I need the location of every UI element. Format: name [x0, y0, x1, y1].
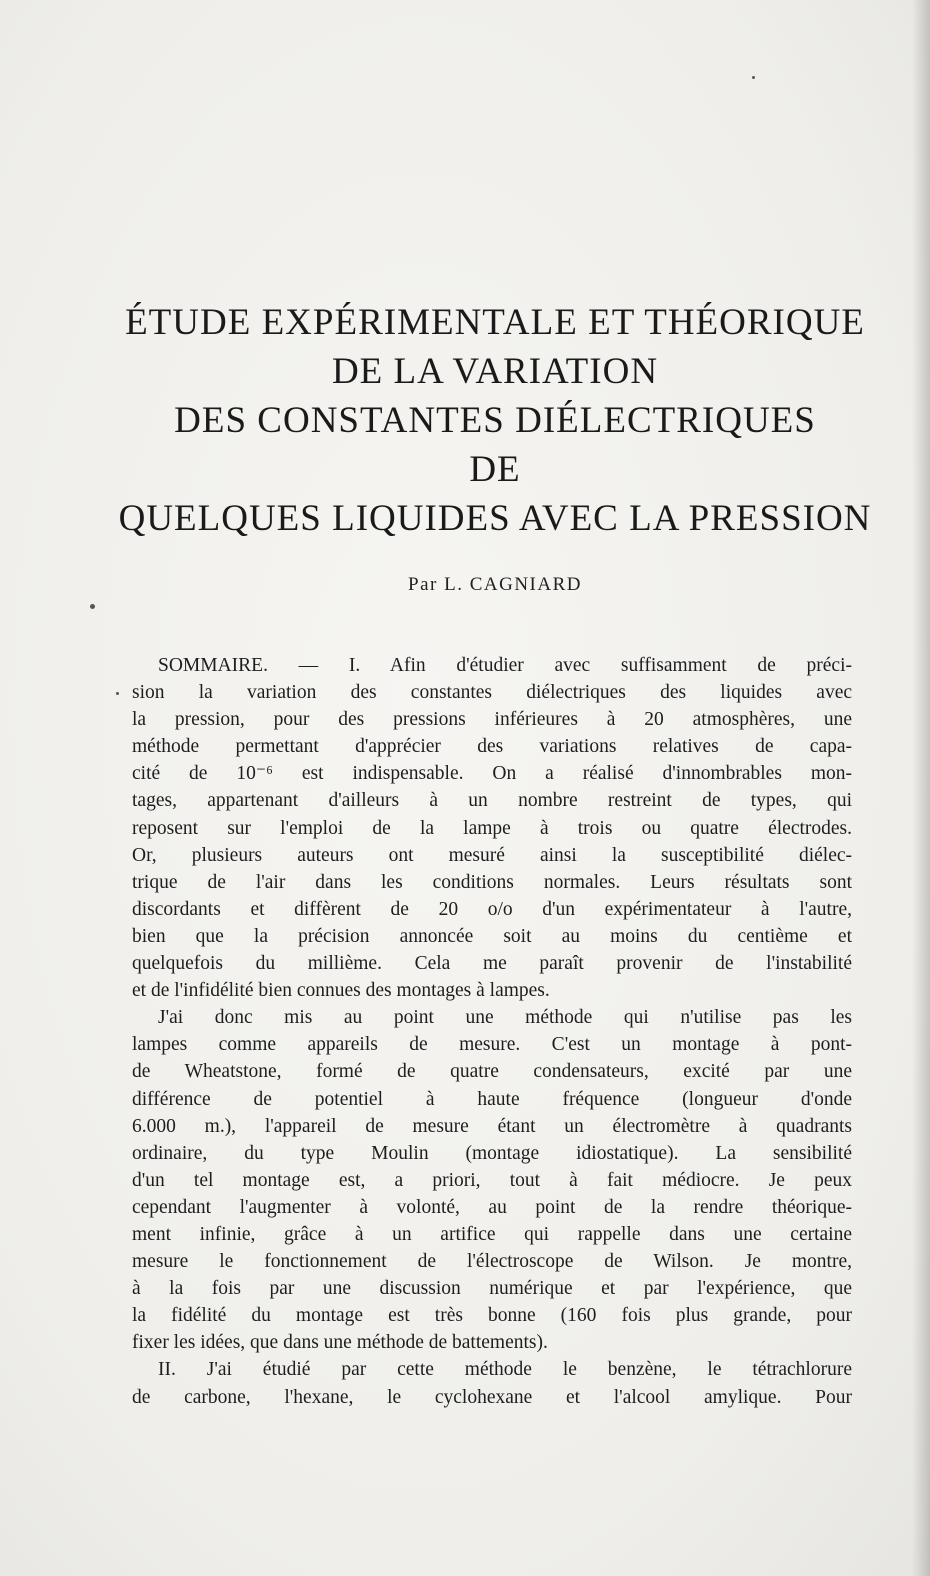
text-line: méthode permettant d'apprécier des variations relatives de capa-	[132, 736, 852, 758]
title-line: DE	[469, 449, 521, 490]
text-line: ordinaire, du type Moulin (montage idiostatique). La sensibilité	[132, 1142, 852, 1164]
text-line: trique de l'air dans les conditions normales. Leurs résultats sont	[132, 871, 852, 893]
text-line: J'ai donc mis au point une méthode qui n'utilise pas les	[158, 1007, 852, 1029]
text-line: de carbone, l'hexane, le cyclohexane et l'alcool amylique. Pour	[132, 1386, 852, 1408]
title-line: QUELQUES LIQUIDES AVEC LA PRESSION	[118, 498, 872, 539]
text-line: fixer les idées, que dans une méthode de battements).	[132, 1332, 548, 1354]
text-line: reposent sur l'emploi de la lampe à trois ou quatre électrodes.	[132, 817, 852, 839]
text-line: II. J'ai étudié par cette méthode le benzène, le tétrachlorure	[158, 1359, 852, 1381]
text-line: d'un tel montage est, a priori, tout à fait médiocre. Je peux	[132, 1169, 852, 1191]
title-line: DE LA VARIATION	[331, 351, 659, 392]
author-byline: Par L. CAGNIARD	[408, 574, 582, 595]
paragraph-3	[132, 1356, 852, 1410]
title-line: DES CONSTANTES DIÉLECTRIQUES	[174, 400, 816, 441]
text-line: mesure le fonctionnement de l'électroscope de Wilson. Je montre,	[132, 1251, 852, 1273]
title-line: ÉTUDE EXPÉRIMENTALE ET THÉORIQUE	[125, 302, 865, 343]
text-line: Or, plusieurs auteurs ont mesuré ainsi la susceptibilité diélec-	[132, 844, 852, 866]
page-edge-shadow	[912, 0, 930, 1576]
text-line: ment infinie, grâce à un artifice qui rappelle dans une certaine	[132, 1223, 852, 1245]
paragraph-1	[132, 652, 852, 1004]
text-line: lampes comme appareils de mesure. C'est un montage à pont-	[132, 1034, 852, 1056]
text-line: quelquefois du millième. Cela me paraît provenir de l'instabilité	[132, 953, 852, 975]
text-line: SOMMAIRE. — I. Afin d'étudier avec suffisamment de préci-	[158, 655, 852, 676]
text-line: à la fois par une discussion numérique et par l'expérience, que	[132, 1278, 852, 1300]
scan-speck	[752, 76, 755, 79]
text-line: bien que la précision annoncée soit au moins du centième et	[132, 925, 852, 947]
text-line: cependant l'augmenter à volonté, au point de la rendre théorique-	[132, 1196, 852, 1218]
paper-title	[100, 298, 890, 543]
scan-speck	[90, 604, 95, 609]
text-line: discordants et diffèrent de 20 o/o d'un expérimentateur à l'autre,	[132, 898, 852, 920]
scan-speck	[116, 692, 119, 695]
text-line: différence de potentiel à haute fréquence (longueur d'onde	[132, 1088, 852, 1110]
abstract-body	[132, 652, 852, 1411]
text-line: cité de 10⁻⁶ est indispensable. On a réalisé d'innombrables mon-	[132, 763, 852, 785]
text-line: de Wheatstone, formé de quatre condensateurs, excité par une	[132, 1061, 852, 1083]
text-line: la pression, pour des pressions inférieures à 20 atmosphères, une	[132, 709, 852, 731]
paragraph-2	[132, 1004, 852, 1356]
text-line: 6.000 m.), l'appareil de mesure étant un électromètre à quadrants	[132, 1115, 852, 1137]
text-line: sion la variation des constantes diélectriques des liquides avec	[132, 682, 852, 704]
text-line: la fidélité du montage est très bonne (160 fois plus grande, pour	[132, 1305, 852, 1327]
text-line: tages, appartenant d'ailleurs à un nombre restreint de types, qui	[132, 790, 852, 812]
text-line: et de l'infidélité bien connues des montages à lampes.	[132, 980, 550, 1002]
